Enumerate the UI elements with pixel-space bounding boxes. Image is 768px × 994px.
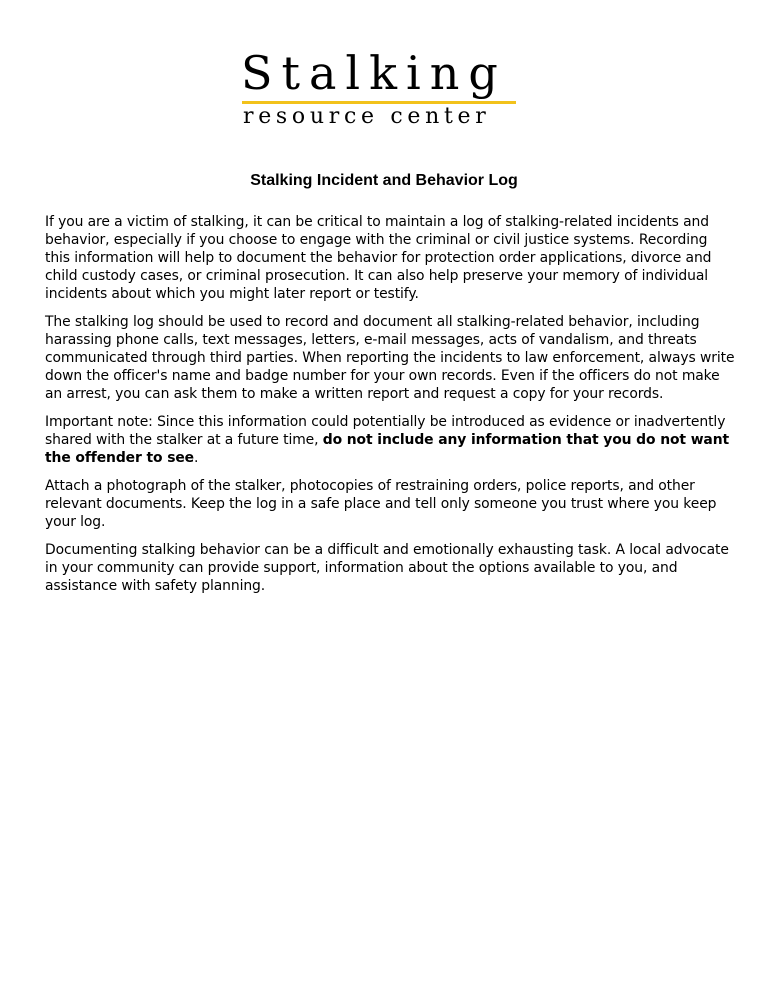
paragraph-attachments: Attach a photograph of the stalker, photocopies of restraining orders, police reports, and other relevant documents. Keep the log in a safe place and tell only someone you trust where you keep your log. bbox=[45, 478, 717, 530]
note-text-after: . bbox=[194, 450, 199, 466]
paragraph-support: Documenting stalking behavior can be a difficult and emotionally exhausting task. A local advocate in your community can provide support, information about the options available to you, and assistance with safety planning. bbox=[45, 542, 729, 594]
note-bold-warning: do not include any information that you do not want the offender to see bbox=[45, 432, 730, 466]
logo-subtitle: resource center bbox=[243, 104, 491, 129]
paragraph-important-note bbox=[45, 413, 735, 467]
paragraph-usage: The stalking log should be used to record and document all stalking-related behavior, including harassing phone calls, text messages, letters, e-mail messages, acts of vandalism, and threats communicated through third parties. When reporting the incidents to law enforcement, always write down the officer's name and badge number for your own records. Even if the officers do not make an arrest, you can ask them to make a written report and request a copy for your records. bbox=[45, 314, 735, 402]
logo bbox=[238, 46, 528, 148]
document-body bbox=[45, 213, 735, 605]
note-text-before: Important note: Since this information could potentially be introduced as evidence or inadvertently shared with the stalker at a future time, bbox=[45, 414, 726, 448]
paragraph-intro: If you are a victim of stalking, it can be critical to maintain a log of stalking-related incidents and behavior, especially if you choose to engage with the criminal or civil justice systems. Recording this information will help to document the behavior for protection order applications, divorce and child custody cases, or criminal prosecution. It can also help preserve your memory of individual incidents about which you might later report or testify. bbox=[45, 214, 712, 302]
logo-wordmark: Stalking bbox=[241, 46, 507, 100]
page-title: Stalking Incident and Behavior Log bbox=[250, 172, 518, 189]
